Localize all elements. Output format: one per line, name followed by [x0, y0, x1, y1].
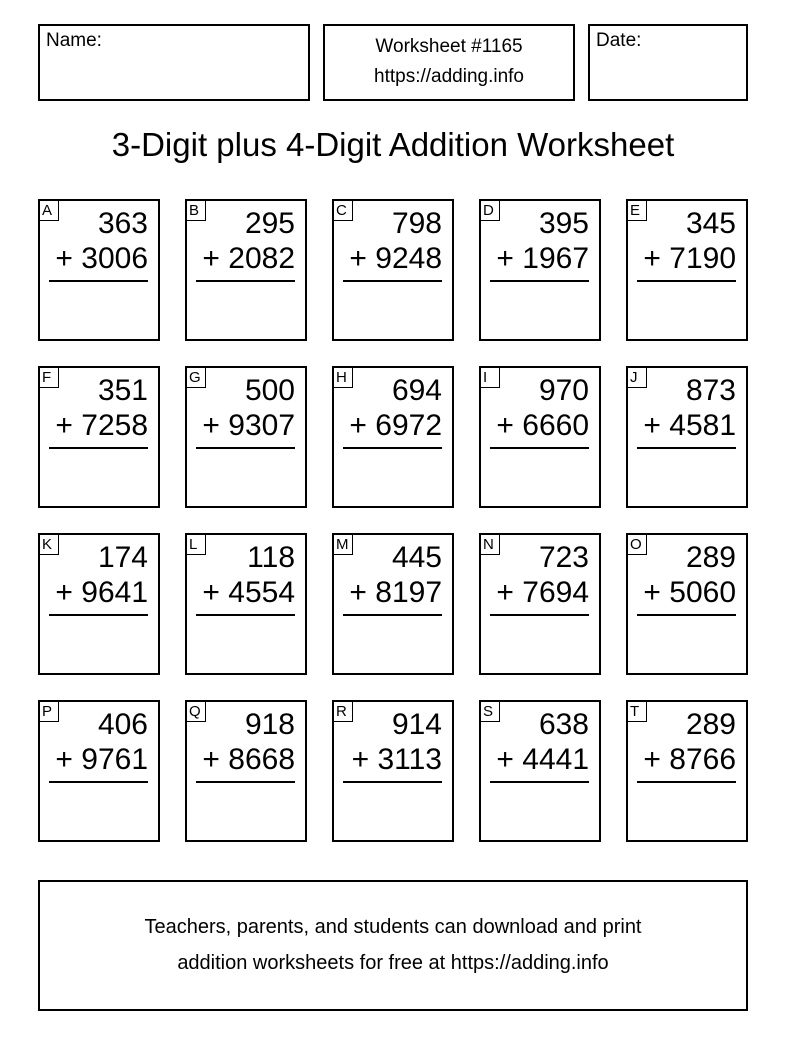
addend-top: 723 — [538, 541, 589, 574]
addend-bottom: + 3006 — [55, 242, 148, 275]
footer-line-2: addition worksheets for free at https://adding.info — [177, 952, 609, 974]
problem-letter: O — [627, 534, 647, 555]
answer-line — [49, 280, 148, 282]
problem-letter: K — [39, 534, 59, 555]
addend-top: 289 — [685, 541, 736, 574]
addend-top: 118 — [247, 541, 295, 574]
addend-bottom: + 8766 — [643, 743, 736, 776]
answer-line — [196, 447, 295, 449]
addend-top: 914 — [391, 708, 442, 741]
problem-letter: N — [480, 534, 500, 555]
addend-top: 174 — [97, 541, 148, 574]
problem-letter: F — [39, 367, 59, 388]
addend-top: 295 — [244, 207, 295, 240]
problem-letter: B — [186, 200, 206, 221]
answer-line — [343, 447, 442, 449]
answer-line — [196, 280, 295, 282]
answer-line — [343, 280, 442, 282]
problem-box — [38, 366, 160, 508]
problem-box — [332, 700, 454, 842]
problem-box — [626, 366, 748, 508]
addend-bottom: + 4441 — [496, 743, 589, 776]
worksheet-url: https://adding.info — [374, 66, 524, 87]
problem-box — [38, 199, 160, 341]
answer-line — [637, 781, 736, 783]
addend-bottom: + 7258 — [55, 409, 148, 442]
problem-box — [626, 700, 748, 842]
addend-bottom: + 4554 — [202, 576, 295, 609]
addend-bottom: + 9307 — [202, 409, 295, 442]
answer-line — [343, 781, 442, 783]
problem-letter: I — [480, 367, 500, 388]
addend-top: 289 — [685, 708, 736, 741]
problem-box — [479, 533, 601, 675]
problem-box — [185, 700, 307, 842]
worksheet-number: Worksheet #1165 — [375, 36, 523, 57]
problem-letter: M — [333, 534, 353, 555]
answer-line — [196, 614, 295, 616]
problem-letter: D — [480, 200, 500, 221]
answer-line — [49, 447, 148, 449]
problem-box — [185, 199, 307, 341]
problem-box — [185, 533, 307, 675]
addend-top: 351 — [97, 374, 148, 407]
answer-line — [490, 781, 589, 783]
addend-bottom: + 3113 — [351, 743, 442, 776]
problem-box — [626, 199, 748, 341]
addend-top: 500 — [244, 374, 295, 407]
addend-top: 395 — [538, 207, 589, 240]
answer-line — [637, 614, 736, 616]
addend-bottom: + 8197 — [349, 576, 442, 609]
answer-line — [490, 280, 589, 282]
answer-line — [49, 614, 148, 616]
name-box — [38, 24, 310, 101]
problem-box — [479, 366, 601, 508]
problem-box — [38, 700, 160, 842]
addend-top: 445 — [391, 541, 442, 574]
problem-letter: R — [333, 701, 353, 722]
problem-letter: C — [333, 200, 353, 221]
problem-box — [185, 366, 307, 508]
problem-box — [479, 199, 601, 341]
addend-top: 638 — [538, 708, 589, 741]
addend-bottom: + 4581 — [643, 409, 736, 442]
addend-bottom: + 7694 — [496, 576, 589, 609]
answer-line — [490, 614, 589, 616]
answer-line — [637, 280, 736, 282]
answer-line — [490, 447, 589, 449]
addend-bottom: + 8668 — [202, 743, 295, 776]
addend-bottom: + 5060 — [643, 576, 736, 609]
addend-bottom: + 1967 — [496, 242, 589, 275]
addend-top: 406 — [97, 708, 148, 741]
worksheet-info-box — [323, 24, 575, 101]
problem-letter: J — [627, 367, 647, 388]
addend-top: 345 — [685, 207, 736, 240]
addend-bottom: + 6972 — [349, 409, 442, 442]
addend-bottom: + 9248 — [349, 242, 442, 275]
problem-box — [332, 533, 454, 675]
problem-letter: A — [39, 200, 59, 221]
problem-box — [332, 199, 454, 341]
addend-bottom: + 7190 — [643, 242, 736, 275]
answer-line — [637, 447, 736, 449]
problem-box — [626, 533, 748, 675]
addend-top: 798 — [391, 207, 442, 240]
date-label: Date: — [596, 30, 642, 51]
answer-line — [196, 781, 295, 783]
problem-letter: T — [627, 701, 647, 722]
problem-box — [332, 366, 454, 508]
footer-box — [38, 880, 748, 1011]
addend-bottom: + 2082 — [202, 242, 295, 275]
addend-top: 970 — [538, 374, 589, 407]
addend-bottom: + 6660 — [496, 409, 589, 442]
problem-box — [479, 700, 601, 842]
addend-bottom: + 9641 — [55, 576, 148, 609]
problem-letter: E — [627, 200, 647, 221]
problem-letter: Q — [186, 701, 206, 722]
footer-line-1: Teachers, parents, and students can download and print — [144, 916, 642, 938]
problem-letter: P — [39, 701, 59, 722]
addend-bottom: + 9761 — [55, 743, 148, 776]
answer-line — [343, 614, 442, 616]
addend-top: 363 — [97, 207, 148, 240]
date-box — [588, 24, 748, 101]
addend-top: 918 — [244, 708, 295, 741]
page-title: 3-Digit plus 4-Digit Addition Worksheet — [111, 126, 675, 163]
addend-top: 694 — [391, 374, 442, 407]
problem-box — [38, 533, 160, 675]
answer-line — [49, 781, 148, 783]
problem-letter: S — [480, 701, 500, 722]
problem-letter: L — [186, 534, 206, 555]
problem-letter: H — [333, 367, 353, 388]
problem-letter: G — [186, 367, 206, 388]
addend-top: 873 — [685, 374, 736, 407]
name-label: Name: — [46, 30, 102, 51]
